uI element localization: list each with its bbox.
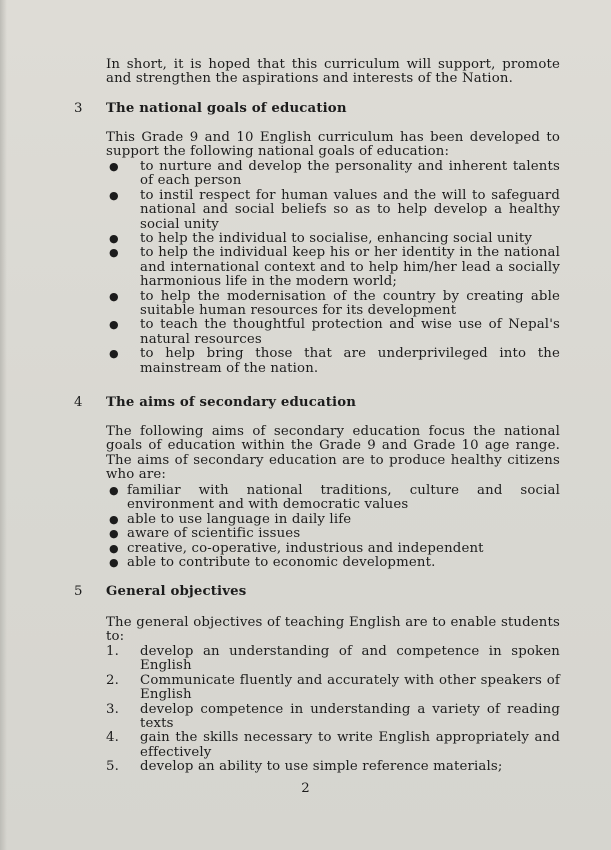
section-heading: The national goals of education [106,101,347,116]
list-item: ● able to contribute to economic development. [109,555,436,571]
list-item: 5. develop an ability to use simple reference materials; [106,759,503,775]
list-item: ● familiar with national traditions, culture and social environment and with democratic values [109,483,560,513]
list-item: 2. Communicate fluently and accurately with other speakers of English [106,672,560,703]
section-heading: General objectives [106,584,247,599]
list-item: ● to help the modernisation of the country by creating able suitable human resources for its development [109,288,560,319]
bullet-icon: ● [109,541,119,555]
bullet-icon: ● [109,232,119,246]
list-item: ● to help the individual to socialise, enhancing social unity [109,231,533,247]
section-paragraph: The general objectives of teaching English are to enable students to: [106,615,560,645]
section-heading: The aims of secondary education [106,395,357,410]
list-item: ● to instil respect for human values and the will to safeguard national and social beliefs so as to help develop a healthy social unity [109,187,560,232]
list-item: ● to help the individual keep his or her identity in the national and international context and to help him/her lead a socially harmonious life in the modern world; [109,245,560,290]
bullet-icon: ● [109,160,119,173]
page-number: 2 [301,781,310,796]
list-item: 3. develop competence in understanding a variety of reading texts [106,701,560,732]
list-item: 4. gain the skills necessary to write English appropriately and effectively [106,730,560,760]
list-item: ● able to use language in daily life [109,511,352,527]
list-item: ● creative, co-operative, industrious and independent [109,540,484,556]
section-number: 3 [74,101,83,116]
section-paragraph: This Grade 9 and 10 English curriculum has been developed to support the following national goals of education: [106,130,560,160]
bullet-icon: ● [109,347,119,361]
section-number: 4 [74,395,83,410]
bullet-icon: ● [109,289,119,303]
section-number: 5 [74,584,83,599]
bullet-icon: ● [109,527,119,541]
list-item: ● to nurture and develop the personality and inherent talents of each person [109,159,560,189]
bullet-icon: ● [109,318,119,332]
numbered-list [106,645,560,775]
bullet-list [106,160,560,376]
intro-paragraph: In short, it is hoped that this curriculum will support, promote and strengthen the aspirations and interests of the Nation. [106,57,560,87]
bullet-icon: ● [109,188,119,202]
list-item: 1. develop an understanding of and competence in spoken English [106,644,560,674]
list-item: ● aware of scientific issues [109,526,301,542]
list-item: ● to help bring those that are underprivileged into the mainstream of the nation. [109,346,560,376]
bullet-icon: ● [109,246,119,260]
bullet-list [106,484,560,570]
bullet-icon: ● [109,512,119,526]
bullet-icon: ● [109,484,119,497]
list-item: ● to teach the thoughtful protection and wise use of Nepal's natural resources [109,317,560,347]
section-paragraph: The following aims of secondary education focus the national goals of education within the Grade 9 and Grade 10 age range. The aims of secondary education are to produce healthy citizens who are: [106,424,560,483]
bullet-icon: ● [109,556,119,570]
